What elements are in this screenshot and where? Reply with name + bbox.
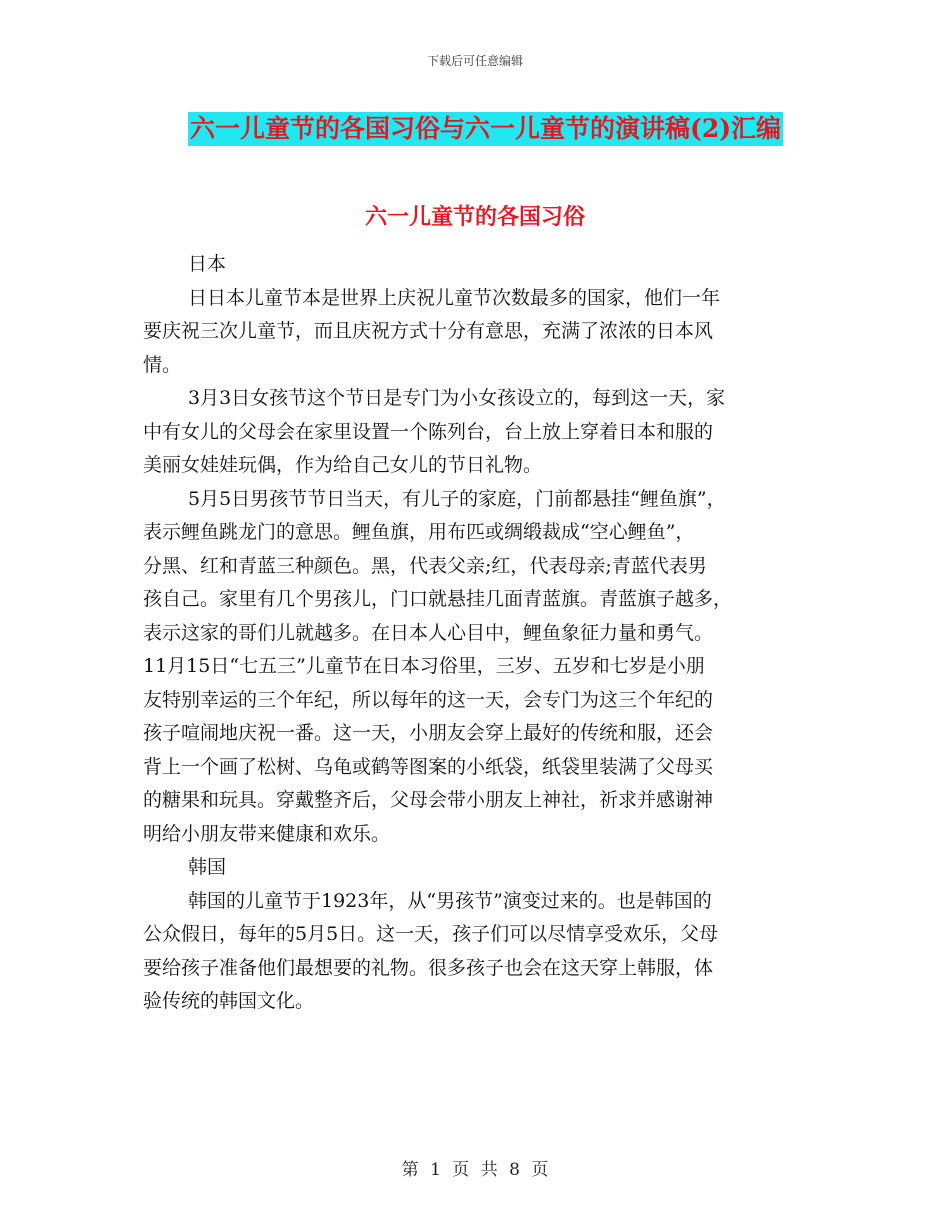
text-line: 孩子喧闹地庆祝一番。这一天，小朋友会穿上最好的传统和服，还会 <box>143 722 714 744</box>
paragraph-heading-korea: 韩国 <box>188 856 227 878</box>
text-line: 验传统的韩国文化。 <box>143 990 315 1012</box>
section-title: 六一儿童节的各国习俗 <box>364 204 585 230</box>
body-text <box>143 248 823 1019</box>
text-line: 情。 <box>143 353 182 376</box>
text-line: 背上一个画了松树、乌龟或鹤等图案的小纸袋，纸袋里装满了父母买 <box>143 755 714 778</box>
text-line: 公众假日，每年的5月5日。这一天，孩子们可以尽情享受欢乐，父母 <box>143 923 719 945</box>
document-title: 六一儿童节的各国习俗与六一儿童节的演讲稿(2)汇编 <box>188 112 783 146</box>
text-line: 日日本儿童节本是世界上庆祝儿童节次数最多的国家，他们一年 <box>188 286 721 309</box>
text-line: 5月5日男孩节节日当天，有儿子的家庭，门前都悬挂“鲤鱼旗”， <box>188 487 726 510</box>
text-line: 孩自己。家里有几个男孩儿，门口就悬挂几面青蓝旗。青蓝旗子越多， <box>143 588 733 610</box>
page-number: 第 1 页 共 8 页 <box>401 1160 549 1180</box>
text-line: 中有女儿的父母会在家里设置一个陈列台，台上放上穿着日本和服的 <box>143 420 714 443</box>
header-note: 下载后可任意编辑 <box>426 54 523 68</box>
text-line: 要给孩子准备他们最想要的礼物。很多孩子也会在这天穿上韩服，体 <box>143 956 714 979</box>
text-line: 友特别幸运的三个年纪，所以每年的这一天，会专门为这三个年纪的 <box>143 688 714 711</box>
text-line: 韩国的儿童节于1923年，从“男孩节”演变过来的。也是韩国的 <box>188 889 712 912</box>
paragraph-heading-japan: 日本 <box>188 253 227 275</box>
text-line: 3月3日女孩节这个节日是专门为小女孩设立的，每到这一天，家 <box>188 387 726 409</box>
text-line: 11月15日“七五三”儿童节在日本习俗里，三岁、五岁和七岁是小朋 <box>143 655 705 677</box>
text-line: 的糖果和玩具。穿戴整齐后，父母会带小朋友上神社，祈求并感谢神 <box>143 789 714 811</box>
text-line: 表示这家的哥们儿就越多。在日本人心目中，鲤鱼象征力量和勇气。 <box>143 621 714 644</box>
text-line: 要庆祝三次儿童节，而且庆祝方式十分有意思，充满了浓浓的日本风 <box>143 320 714 342</box>
text-line: 美丽女娃娃玩偶，作为给自己女儿的节日礼物。 <box>143 454 543 476</box>
text-line: 分黑、红和青蓝三种颜色。黑，代表父亲;红，代表母亲;青蓝代表男 <box>143 554 707 577</box>
text-line: 明给小朋友带来健康和欢乐。 <box>143 822 391 845</box>
text-line: 表示鲤鱼跳龙门的意思。鲤鱼旗，用布匹或绸缎裁成“空心鲤鱼”， <box>143 521 695 543</box>
